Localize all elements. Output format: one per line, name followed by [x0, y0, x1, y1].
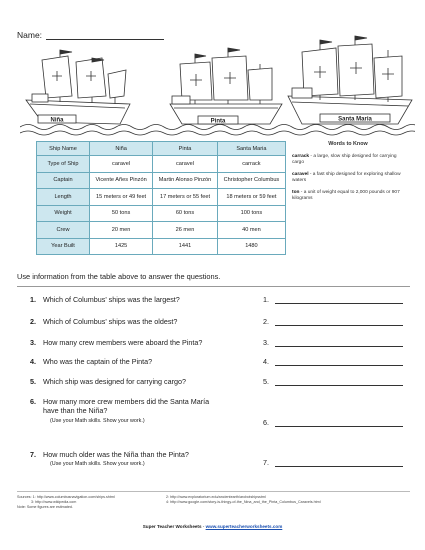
table-cell: 40 men: [217, 222, 285, 239]
question-number: 2.: [30, 317, 36, 326]
table-cell: 26 men: [153, 222, 218, 239]
question-number: 5.: [30, 377, 36, 386]
table-header-row: [37, 142, 286, 156]
answer-line[interactable]: [275, 426, 403, 427]
row-header-cell: Captain: [37, 172, 90, 189]
sources-label: Sources:: [17, 495, 32, 499]
table-cell: caravel: [90, 156, 153, 173]
vocab-definition: - a large, slow ship designed for carrying cargo: [292, 154, 397, 165]
answer-number: 1.: [263, 295, 269, 304]
vocab-definition: - a fast ship designed for exploring shallow waters: [292, 172, 401, 183]
ships-illustration: [20, 30, 415, 142]
table-cell: 1441: [153, 238, 218, 255]
vocab-item: [292, 172, 404, 184]
footer-brand: Super Teacher Worksheets: [142, 524, 202, 529]
table-cell: 15 meters or 49 feet: [90, 189, 153, 206]
answer-line[interactable]: [275, 466, 403, 467]
question-text: How many crew members were aboard the Pinta?: [43, 338, 203, 347]
table-cell: 1480: [217, 238, 285, 255]
answer-number: 7.: [263, 458, 269, 467]
ship-label-santa-maria: Santa Maria: [338, 116, 372, 123]
instructions: Use information from the table above to answer the questions.: [17, 272, 221, 281]
table-header-cell: Pinta: [153, 142, 218, 156]
answer-line[interactable]: [275, 346, 403, 347]
question-number: 7.: [30, 450, 36, 459]
ships-table: [36, 141, 286, 255]
vocab-definition: - a unit of weight equal to 2,000 pounds or 907 kilograms: [292, 190, 400, 201]
source-item: 1: http://www.columbusnavigation.com/ships.shtml: [32, 495, 115, 499]
table-header-cell: Santa Maria: [217, 142, 285, 156]
vocab-term: ton: [292, 190, 300, 195]
words-to-know-panel: [292, 141, 404, 208]
row-header-cell: Weight: [37, 205, 90, 222]
ship-label-nina: Niña: [50, 117, 64, 124]
table-row: [37, 222, 286, 239]
question-number: 4.: [30, 357, 36, 366]
answer-line[interactable]: [275, 385, 403, 386]
table-row: [37, 238, 286, 255]
question-text: Who was the captain of the Pinta?: [43, 357, 153, 366]
words-to-know-title: Words to Know: [328, 141, 368, 147]
table-cell: caravel: [153, 156, 218, 173]
source-item: 3: http://www.wikipedia.com: [31, 499, 77, 504]
vocab-term: caravel: [292, 172, 309, 177]
row-header-cell: Length: [37, 189, 90, 206]
answer-number: 6.: [263, 418, 269, 427]
table-cell: 60 tons: [153, 205, 218, 222]
table-cell: 1425: [90, 238, 153, 255]
question-text: How many more crew members did the Santa María have than the Niña?: [43, 397, 210, 416]
footer-link[interactable]: www.superteacherworksheets.com: [205, 524, 283, 529]
table-row: [37, 172, 286, 189]
row-header-cell: Year Built: [37, 238, 90, 255]
divider: [17, 286, 410, 287]
vocab-term: carrack: [292, 154, 310, 159]
question-number: 3.: [30, 338, 36, 347]
table-cell: Martin Alonso Pinzón: [153, 172, 218, 189]
question-text: Which of Columbus' ships was the oldest?: [43, 317, 178, 326]
table-cell: Vicente Añes Pinzón: [90, 172, 153, 189]
source-item: 2: http://www.exploratorium.edu/ancientearth/arobotshipsstml: [166, 495, 266, 499]
answer-number: 3.: [263, 338, 269, 347]
question-text: Which ship was designed for carrying cargo?: [43, 377, 187, 386]
table-cell: 100 tons: [217, 205, 285, 222]
table-cell: carrack: [217, 156, 285, 173]
answer-line[interactable]: [275, 365, 403, 366]
table-cell: 18 meters or 59 feet: [217, 189, 285, 206]
vocab-item: [292, 190, 404, 202]
row-header-cell: Type of Ship: [37, 156, 90, 173]
ship-label-pinta: Pinta: [210, 118, 226, 125]
question-text: Which of Columbus' ships was the largest?: [43, 295, 180, 304]
answer-line[interactable]: [275, 325, 403, 326]
row-header-cell: Crew: [37, 222, 90, 239]
question-text: How much older was the Niña than the Pinta?: [43, 450, 189, 459]
table-cell: 50 tons: [90, 205, 153, 222]
answer-line[interactable]: [275, 303, 403, 304]
answer-number: 5.: [263, 377, 269, 386]
question-number: 6.: [30, 397, 36, 406]
divider: [17, 491, 410, 492]
question-hint: (Use your Math skills. Show your work.): [50, 461, 145, 467]
table-cell: 17 meters or 55 feet: [153, 189, 218, 206]
vocab-item: [292, 154, 404, 166]
table-cell: Christopher Columbus: [217, 172, 285, 189]
table-row: [37, 189, 286, 206]
sources-right: [166, 495, 416, 505]
table-cell: 20 men: [90, 222, 153, 239]
answer-number: 2.: [263, 317, 269, 326]
answer-number: 4.: [263, 357, 269, 366]
sources-note: Note: Some figures are estimated.: [17, 504, 73, 509]
table-row: [37, 205, 286, 222]
name-label: Name:: [17, 30, 43, 40]
table-row: [37, 156, 286, 173]
table-header-cell: Ship Name: [37, 142, 90, 156]
question-number: 1.: [30, 295, 36, 304]
footer: [0, 524, 425, 529]
question-hint: (Use your Math skills. Show your work.): [50, 418, 145, 424]
footer-separator: -: [201, 524, 206, 529]
sources-left: [17, 495, 167, 509]
source-item: 4: http://www.google.com/story-is-thingy-of-the_Nina_and_the_Pinta_Columbus_Caravels.html: [166, 499, 321, 504]
table-header-cell: Niña: [90, 142, 153, 156]
